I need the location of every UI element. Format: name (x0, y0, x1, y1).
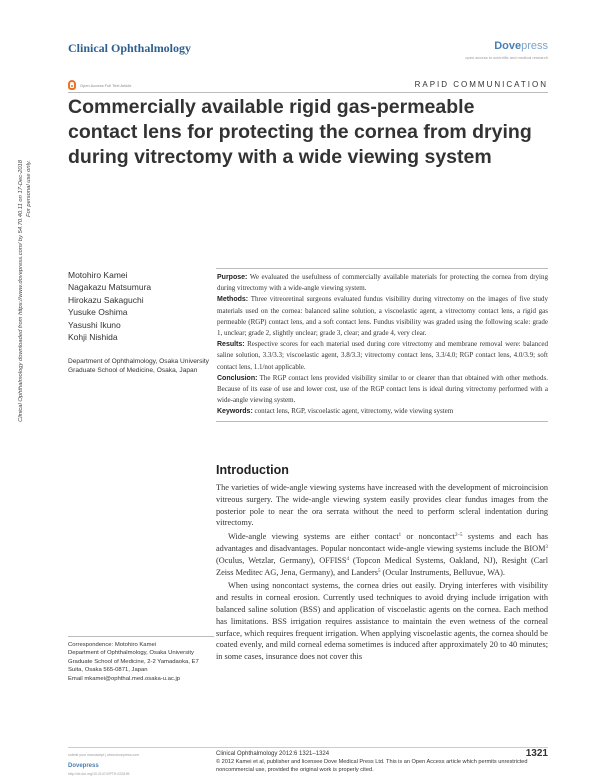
correspondence-address: Department of Ophthalmology, Osaka University Graduate School of Medicine, 2-2 Yamadaoka, E7 Suita, Osaka 565-0871, Japan (68, 650, 199, 674)
article-type: RAPID COMMUNICATION (414, 80, 548, 89)
author-name: Kohji Nishida (68, 332, 118, 343)
abstract-methods (217, 294, 548, 339)
author-name: Yasushi Ikuno (68, 319, 121, 330)
journal-name: Clinical Ophthalmology (68, 41, 192, 55)
abstract-methods-text: Three vitreoretinal surgeons evaluated fundus visibility during vitrectomy on the images of five study materials used on the cornea: balanced saline solution, a viscoelastic agent, a vitrectomy contact lens, a rigid gas permeable (RGP) contact lens, and a soft contact lens. Fundus visibility was graded using the following scale: grade 1, unclear; grade 2, slightly unclear; grade 3, clear; and grade 4, very clear. (217, 295, 549, 338)
abstract-methods-label: Methods: (217, 296, 249, 304)
introduction-paragraph: The varieties of wide-angle viewing systems have increased with the development of microincision vitreous surgery. The wide-angle viewing system easily provides clear fundus images from the posterior pole to near the ora serrata without the need to perform scleral indentation during vitrectomy. (216, 483, 548, 528)
footer-dovepress-logo: Dovepress (68, 763, 99, 769)
abstract (216, 268, 548, 422)
publisher-name-bold: Dove (494, 40, 522, 52)
abstract-keywords (217, 406, 548, 417)
author-list (68, 269, 151, 343)
author-name: Hirokazu Sakaguchi (68, 294, 144, 305)
introduction-paragraph: When using noncontact systems, the cornea dries out easily. Drying interferes with visibility and results in corneal erosion. Currently used techniques to avoid drying include irrigation with balanced saline solution (BSS) and application of viscoelastic agents on the cornea. Each method has limitations. BSS irrigation requires assistance to maintain the even wetness of the corneal surface, which requires frequent irrigation. When applying viscoelastic agents, the cornea should be coated evenly, and mild corneal edema sometimes is induced after approximately 20 to 40 minutes; in some cases, insurance does not cover this (216, 581, 548, 662)
citation-sup[interactable]: 5 (377, 568, 381, 574)
abstract-purpose-text: We evaluated the usefulness of commercially available materials for protecting the cornea from drying during vitrectomy with a wide-angle viewing system. (217, 273, 549, 293)
correspondence-email[interactable]: Email mkamei@ophthal.med.osaka-u.ac.jp (68, 675, 181, 682)
footer-divider (68, 747, 548, 748)
paragraph-text: or noncontact (401, 532, 455, 542)
publisher-tagline: open access to scientific and medical research (465, 55, 548, 60)
author-affiliation: Department of Ophthalmology, Osaka University Graduate School of Medicine, Osaka, Japan (68, 358, 209, 374)
download-note-line1: Clinical Ophthalmology downloaded from https://www.dovepress.com/ by 54.70.40.11 on 17-Dec-2018 (18, 160, 24, 422)
introduction-heading: Introduction (216, 463, 289, 477)
abstract-purpose-label: Purpose: (217, 274, 248, 281)
open-access-badge (68, 80, 132, 90)
license-text: © 2012 Kamei et al, publisher and licensee Dove Medical Press Ltd. This is an Open Access article which permits unrestricted noncommercial use, provided the original work is properly cited. (216, 759, 528, 773)
abstract-conclusion-text: The RGP contact lens provided visibility similar to or clearer than that obtained with other methods. Because of its ease of use and lower cost, use of the RGP contact lens is ideal during vitrectomy performed with a wide-angle viewing system. (217, 373, 548, 405)
publisher-name (465, 40, 548, 52)
download-note-line2: For personal use only. (26, 160, 32, 217)
doi-link[interactable]: http://dx.doi.org/10.2147/OPTH.S33195 (68, 772, 130, 776)
correspondence-author: Correspondence: Motohiro Kamei (68, 642, 157, 648)
header-divider (68, 92, 548, 93)
submit-manuscript-link[interactable]: submit your manuscript | www.dovepress.com (68, 753, 140, 757)
page-number: 1321 (525, 748, 548, 759)
paragraph-text: systems and each has advantages and disadvantages. Popular noncontact wide-angle viewing systems include the BIOM (216, 532, 548, 553)
footer-left (68, 753, 208, 776)
author-name: Nagakazu Matsumura (68, 282, 152, 293)
abstract-results-label: Results: (217, 341, 245, 349)
publisher-name-light: press (521, 40, 548, 52)
footer-citation: Clinical Ophthalmology 2012:6 1321–1324 (216, 751, 330, 757)
paragraph-text: (Topcon Medical Systems, Oakland, NJ), Resight (Carl Zeiss Meditec AG, Jena, Germany), and Landers (216, 555, 548, 577)
open-access-lock-icon (68, 80, 76, 90)
introduction-paragraph (216, 531, 548, 578)
abstract-results-text: Respective scores for each material used during core vitrectomy and membrane removal were: balanced saline solution, 3.3/3.3; viscoelastic agent, 3.8/3.3; vitrectomy contact lens, 3.3/4.0; RGP contact lens, 4.0/3.9; soft contact lens, 1.1/not applicable. (217, 340, 548, 371)
citation-sup[interactable]: 2–5 (454, 533, 463, 539)
paragraph-text: Wide-angle viewing systems are either contact (228, 532, 399, 542)
citation-sup[interactable]: 3 (545, 544, 548, 550)
abstract-conclusion-label: Conclusion: (217, 374, 258, 382)
download-note (17, 160, 47, 520)
abstract-purpose (217, 272, 548, 294)
correspondence-block (68, 636, 214, 683)
paragraph-text: (Oculus, Wetzlar, Germany), OFFISS (216, 555, 347, 565)
introduction-body (216, 482, 548, 665)
abstract-keywords-text: contact lens, RGP, viscoelastic agent, vitrectomy, wide viewing system (254, 407, 454, 416)
open-access-text: Open Access Full Text Article (80, 82, 132, 88)
abstract-keywords-label: Keywords: (217, 408, 253, 416)
author-name: Yusuke Oshima (68, 307, 128, 318)
paragraph-text: (Ocular Instruments, Belluvue, WA). (380, 567, 505, 577)
article-title: Commercially available rigid gas-permeable contact lens for protecting the cornea from drying during vitrectomy with a wide viewing system (68, 96, 532, 168)
abstract-conclusion (217, 373, 548, 407)
publisher-logo (465, 40, 548, 60)
abstract-results (217, 339, 548, 373)
citation-sup[interactable]: 4 (346, 556, 349, 562)
author-name: Motohiro Kamei (68, 270, 128, 280)
citation-sup[interactable]: 1 (398, 533, 402, 539)
